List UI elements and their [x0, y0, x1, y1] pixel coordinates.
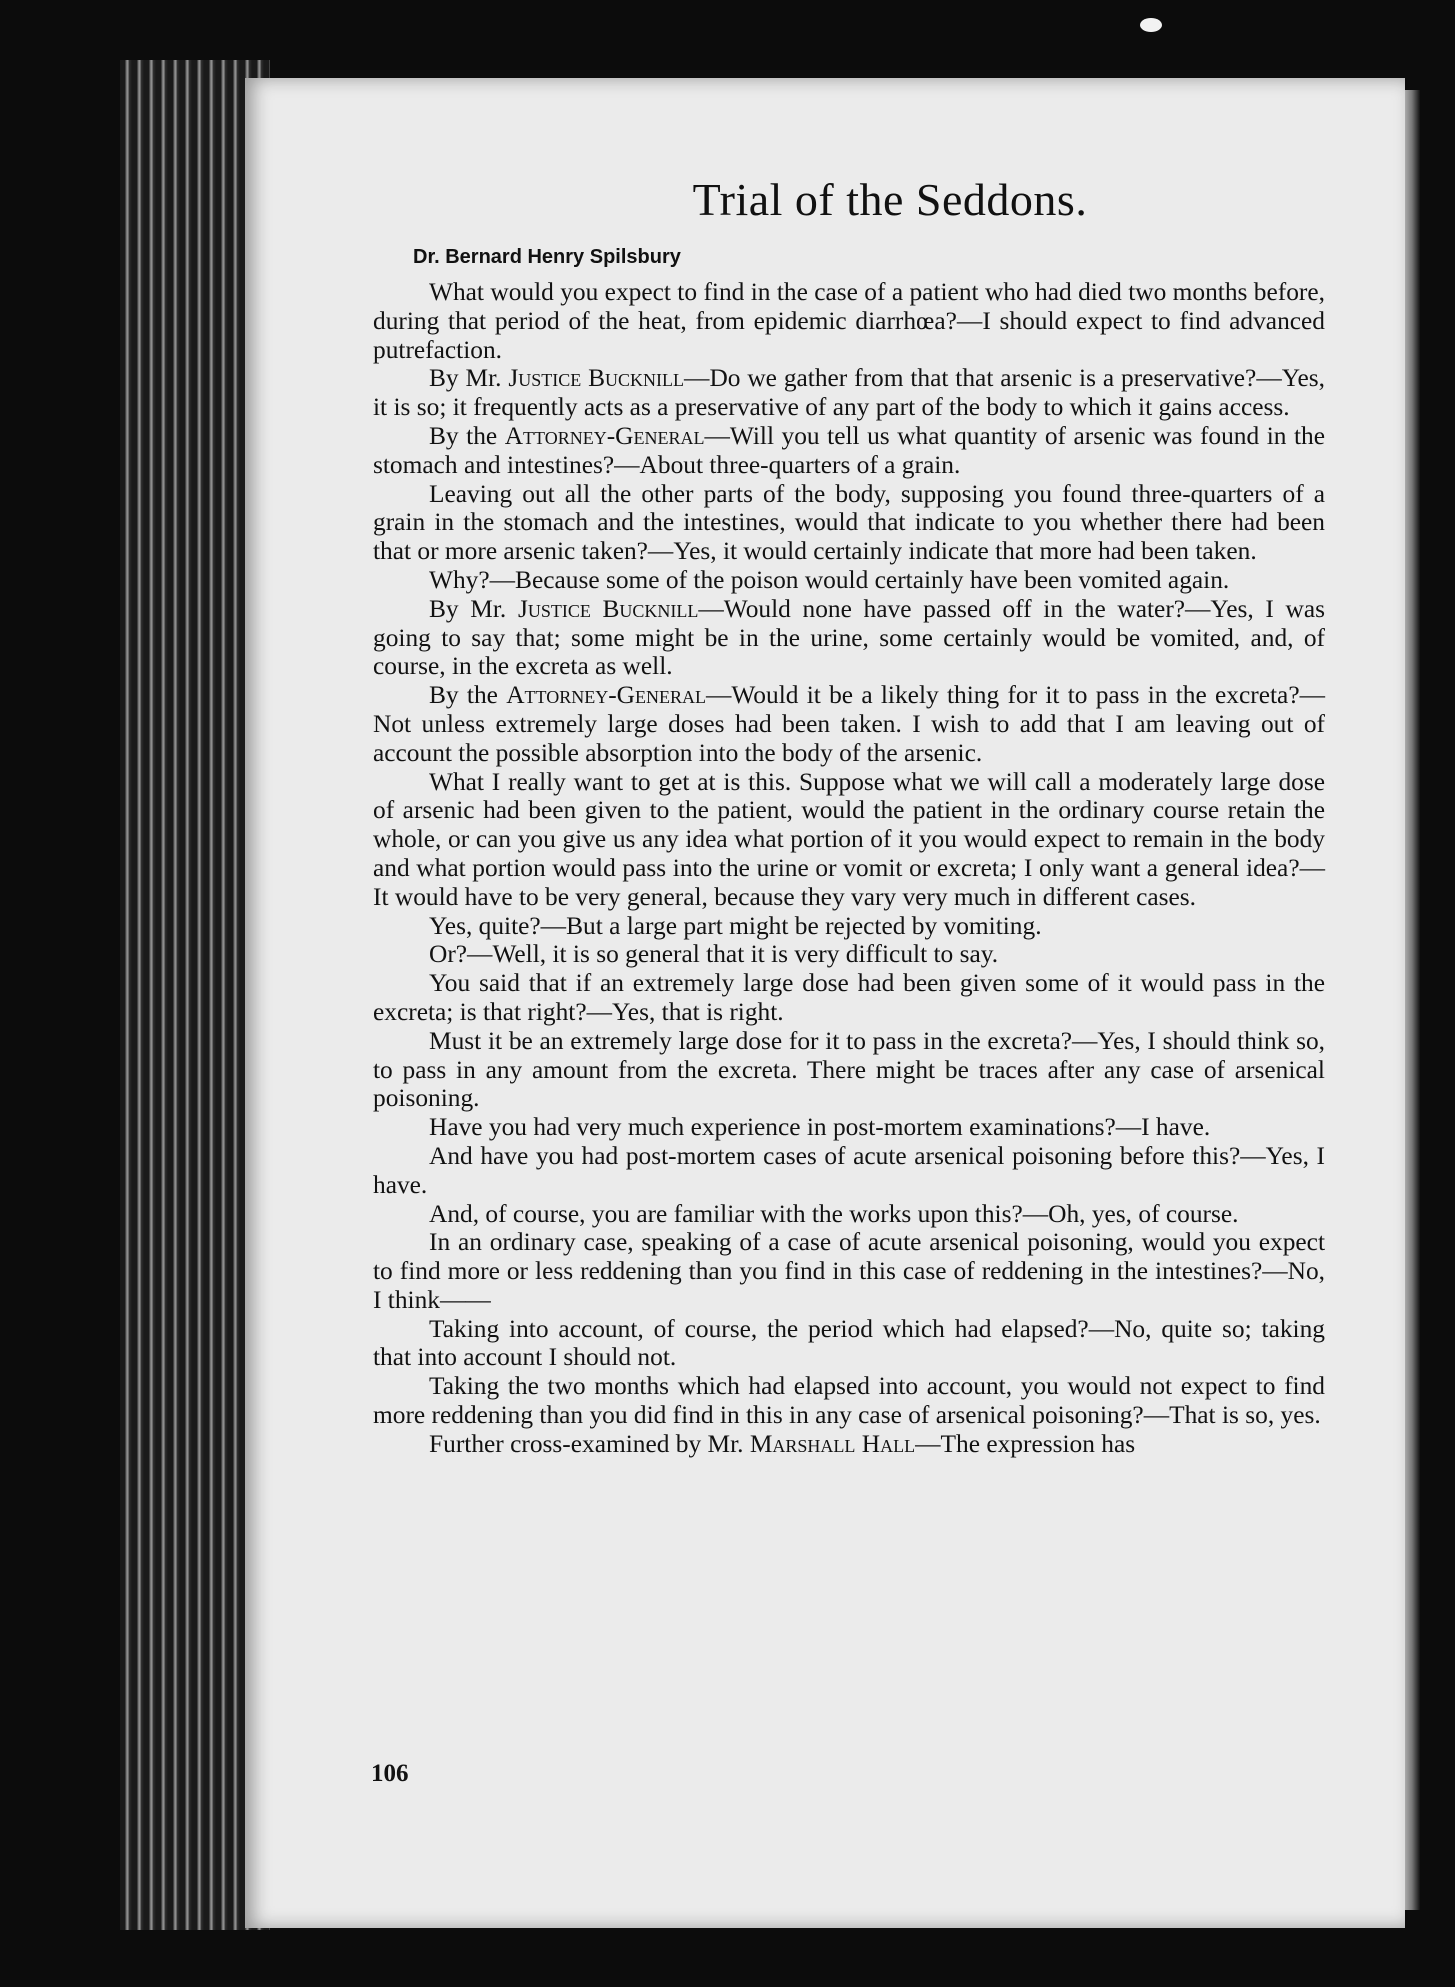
page-title: Trial of the Seddons.: [692, 174, 1088, 225]
paragraph: By the Attorney-General—Would it be a likely thing for it to pass in the excreta?—Not unless extremely large doses had been taken. I wish to add that I am leaving out of account the possible absorption into the body of the arsenic.: [373, 681, 1325, 767]
paragraph: In an ordinary case, speaking of a case of acute arsenical poisoning, would you expect to find more or less reddening than you find in this case of reddening in the intestines?—No, I think——: [373, 1228, 1325, 1314]
paragraph: By Mr. Justice Bucknill—Do we gather from that that arsenic is a preservative?—Yes, it is so; it frequently acts as a preservative of any part of the body to which it gains access.: [373, 364, 1325, 422]
paragraph: What would you expect to find in the case of a patient who had died two months before, during that period of the heat, from epidemic diarrhœa?—I should expect to find advanced putrefaction.: [373, 278, 1325, 364]
paragraph: Taking the two months which had elapsed into account, you would not expect to find more reddening than you did find in this in any case of arsenical poisoning?—That is so, yes.: [373, 1372, 1325, 1430]
paragraph: You said that if an extremely large dose had been given some of it would pass in the excreta; is that right?—Yes, that is right.: [373, 969, 1325, 1026]
paragraph: Leaving out all the other parts of the body, supposing you found three-quarters of a grain in the stomach and the intestines, would that indicate to you whether there had been that or more arsenic taken?—Yes, it would certainly indicate that more had been taken.: [373, 479, 1325, 566]
paragraph: What I really want to get at is this. Suppose what we will call a moderately large dose of arsenic had been given to the patient, would the patient in the ordinary course retain the whole, or can you give us any idea what portion of it you would expect to remain in the body and what portion would pass into the urine or vomit or excreta; I only want a general idea?—It would have to be very general, because they vary very much in different cases.: [373, 767, 1325, 911]
paragraph: By the Attorney-General—Will you tell us what quantity of arsenic was found in the stomach and intestines?—About three-quarters of a grain.: [373, 421, 1325, 479]
paragraph: Why?—Because some of the poison would certainly have been vomited again.: [429, 565, 1230, 594]
book-page: [245, 78, 1405, 1928]
paragraph: Have you had very much experience in post-mortem examinations?—I have.: [429, 1113, 1211, 1142]
paragraph: And have you had post-mortem cases of acute arsenical poisoning before this?—Yes, I have.: [373, 1141, 1325, 1199]
scan-speck: [1140, 18, 1162, 32]
paragraph: Must it be an extremely large dose for it to pass in the excreta?—Yes, I should think so, to pass in any amount from the excreta. There might be traces after any case of arsenical poisoning.: [373, 1026, 1325, 1113]
paragraph: Yes, quite?—But a large part might be rejected by vomiting.: [429, 911, 1042, 940]
paragraph: Or?—Well, it is so general that it is very difficult to say.: [429, 940, 999, 969]
paragraph: And, of course, you are familiar with the works upon this?—Oh, yes, of course.: [429, 1199, 1239, 1228]
witness-heading: Dr. Bernard Henry Spilsbury: [413, 246, 681, 268]
paragraph: Further cross-examined by Mr. Marshall Hall—The expression has: [429, 1429, 1136, 1458]
body-text: [373, 278, 1325, 1459]
page-number: 106: [371, 1760, 409, 1787]
paragraph: Taking into account, of course, the period which had elapsed?—No, quite so; taking that into account I should not.: [373, 1314, 1325, 1372]
paragraph: By Mr. Justice Bucknill—Would none have passed off in the water?—Yes, I was going to say that; some might be in the urine, some certainly would be vomited, and, of course, in the excreta as well.: [373, 594, 1325, 681]
